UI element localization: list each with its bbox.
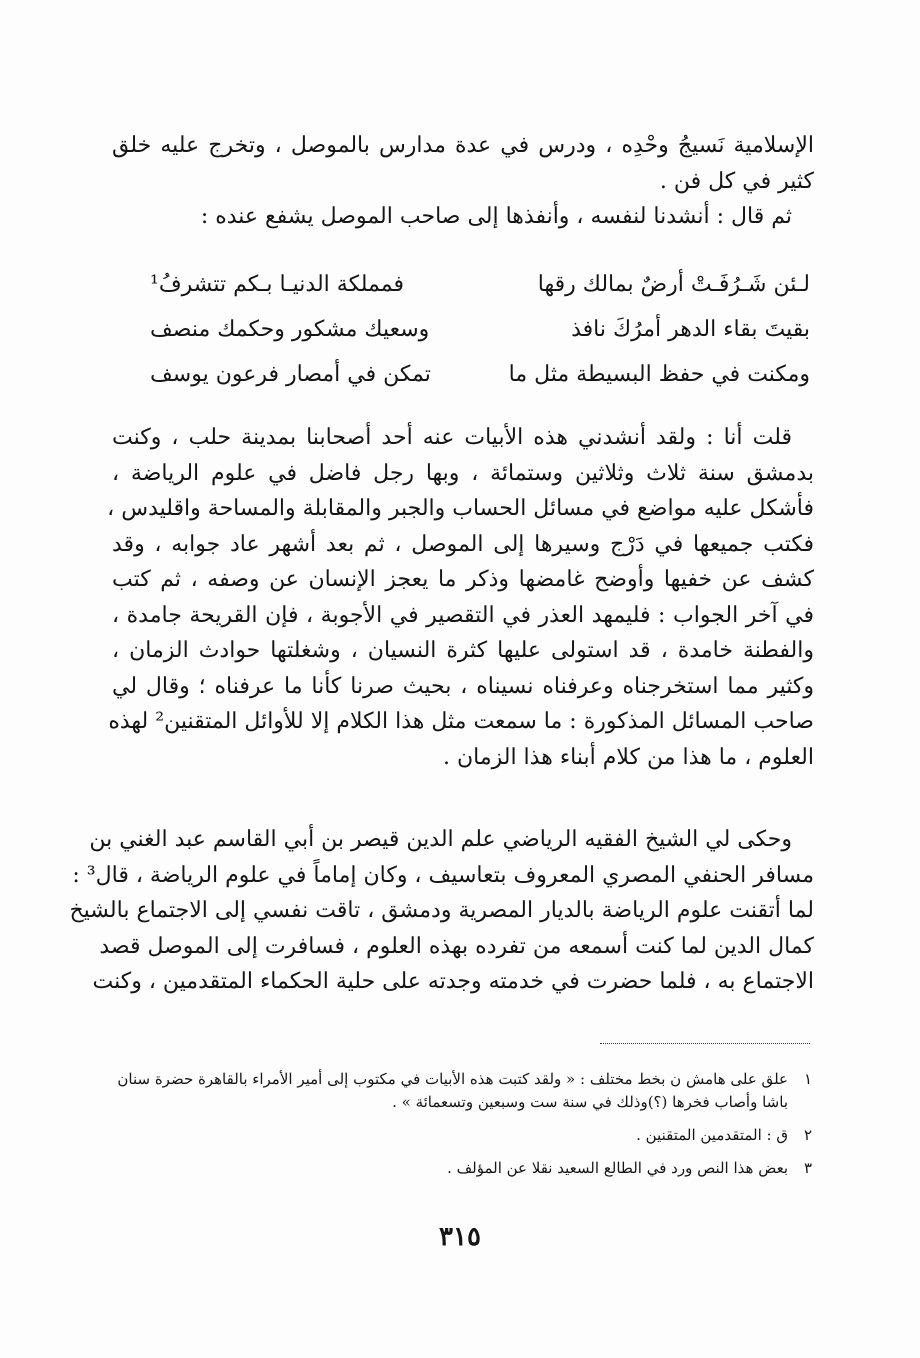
verse-hemistich-left: وسعيك مشكور وحكمك منصف (150, 317, 430, 342)
paragraph-line: فكتب جميعها في دَرْج وسيرها إلى الموصل ، ثم بعد أشهر عاد جوابه ، وقد (112, 531, 814, 557)
intro-line-3: ثم قال : أنشدنا لنفسه ، وأنفذها إلى صاحب الموصل يشفع عنده : (200, 204, 792, 229)
footnote (112, 1068, 812, 1114)
footnote (112, 1124, 812, 1147)
footnote-separator (600, 1043, 810, 1044)
paragraph-line: بدمشق سنة ثلاث وثلاثين وستمائة ، وبها رجل فاضل في علوم الرياضة ، (112, 460, 814, 486)
paragraph-line: كمال الدين لما كنت أسمعه من تفرده بهذه العلوم ، فسافرت إلى الموصل قصد (99, 933, 814, 959)
paragraph-line: وكثير مما استخرجناه وعرفناه نسيناه ، بحيث صرنا كأنا ما عرفناه ؛ وقال لي (112, 673, 814, 699)
verse-hemistich-left: فمملكة الدنيـا بـكم تتشرفُ¹ (150, 272, 404, 297)
footnotes (112, 1068, 812, 1190)
paragraph-line: مسافر الحنفي المصري المعروف بتعاسيف ، وكان إماماً في علوم الرياضة ، قال³ : (72, 862, 814, 888)
paragraph-line: وحكى لي الشيخ الفقيه الرياضي علم الدين قيصر بن أبي القاسم عبد الغني بن (89, 827, 792, 852)
footnote-number: ١ (803, 1070, 812, 1088)
paragraph-line: صاحب المسائل المذكورة : ما سمعت مثل هذا الكلام إلا للأوائل المتقنين² لهذه (108, 709, 814, 734)
footnote-text: علق على هامش ن بخط مختلف : « ولقد كتبت هذه الأبيات في مكتوب إلى أمير الأمراء بالقاهرة حضرة سنان باشا وأصاب فخرها (؟)وذلك في سنة ست وسبعين وتسعمائة » . (117, 1070, 788, 1111)
footnote (112, 1157, 812, 1180)
paragraph-2 (69, 822, 814, 1000)
verse-hemistich-right: ومكنت في حفظ البسيطة مثل ما (508, 362, 810, 387)
poem-verse (150, 315, 810, 360)
intro-line-2: كثير في كل فن . (659, 168, 814, 194)
footnote-number: ٣ (803, 1159, 812, 1177)
footnote-text: ق : المتقدمين المتقنين . (636, 1126, 788, 1144)
paragraph-line: قلت أنا : ولقد أنشدني هذه الأبيات عنه أحد أصحابنا بمدينة حلب ، وكنت (112, 425, 792, 450)
poem-verse (150, 270, 810, 315)
page-number: ٣١٥ (439, 1222, 481, 1252)
intro-line-1: الإسلامية نَسيجُ وحْدِه ، ودرس في عدة مدارس بالموصل ، وتخرج عليه خلق (112, 133, 814, 158)
poem (150, 270, 810, 405)
paragraph-line: لما أتقنت علوم الرياضة بالديار المصرية ودمشق ، تاقت نفسي إلى الاجتماع بالشيخ (69, 898, 814, 923)
paragraph-line: العلوم ، ما هذا من كلام أبناء هذا الزمان . (442, 744, 814, 770)
footnote-number: ٢ (803, 1126, 812, 1144)
paragraph-line: في آخر الجواب : فليمهد العذر في التقصير في الأجوبة ، فإن القريحة جامدة ، (112, 602, 814, 628)
paragraph-line: والفطنة خامدة ، قد استولى عليها كثرة النسيان ، وشغلتها حوادث الزمان ، (112, 638, 814, 663)
paragraph-line: الاجتماع به ، فلما حضرت في خدمته وجدته على حلية الحكماء المتقدمين ، وكنت (92, 969, 814, 994)
intro-block (112, 128, 814, 235)
paragraph-line: فأشكل عليه مواضع في مسائل الحساب والجبر والمقابلة والمساحة واقليدس ، (107, 496, 814, 521)
verse-hemistich-left: تمكن في أمصار فرعون يوسف (150, 362, 431, 387)
paragraph-1 (107, 420, 814, 775)
verse-hemistich-right: لـئن شَـرُفَـتْ أرضٌ بمالك رقها (537, 272, 810, 297)
verse-hemistich-right: بقيتَ بقاء الدهر أمرُكَ نافذ (571, 317, 810, 342)
footnote-text: بعض هذا النص ورد في الطالع السعيد نقلا عن المؤلف . (447, 1159, 788, 1177)
paragraph-line: كشف عن خفيها وأوضح غامضها وذكر ما يعجز الإنسان عن وصفه ، ثم كتب (112, 567, 814, 592)
poem-verse (150, 360, 810, 405)
